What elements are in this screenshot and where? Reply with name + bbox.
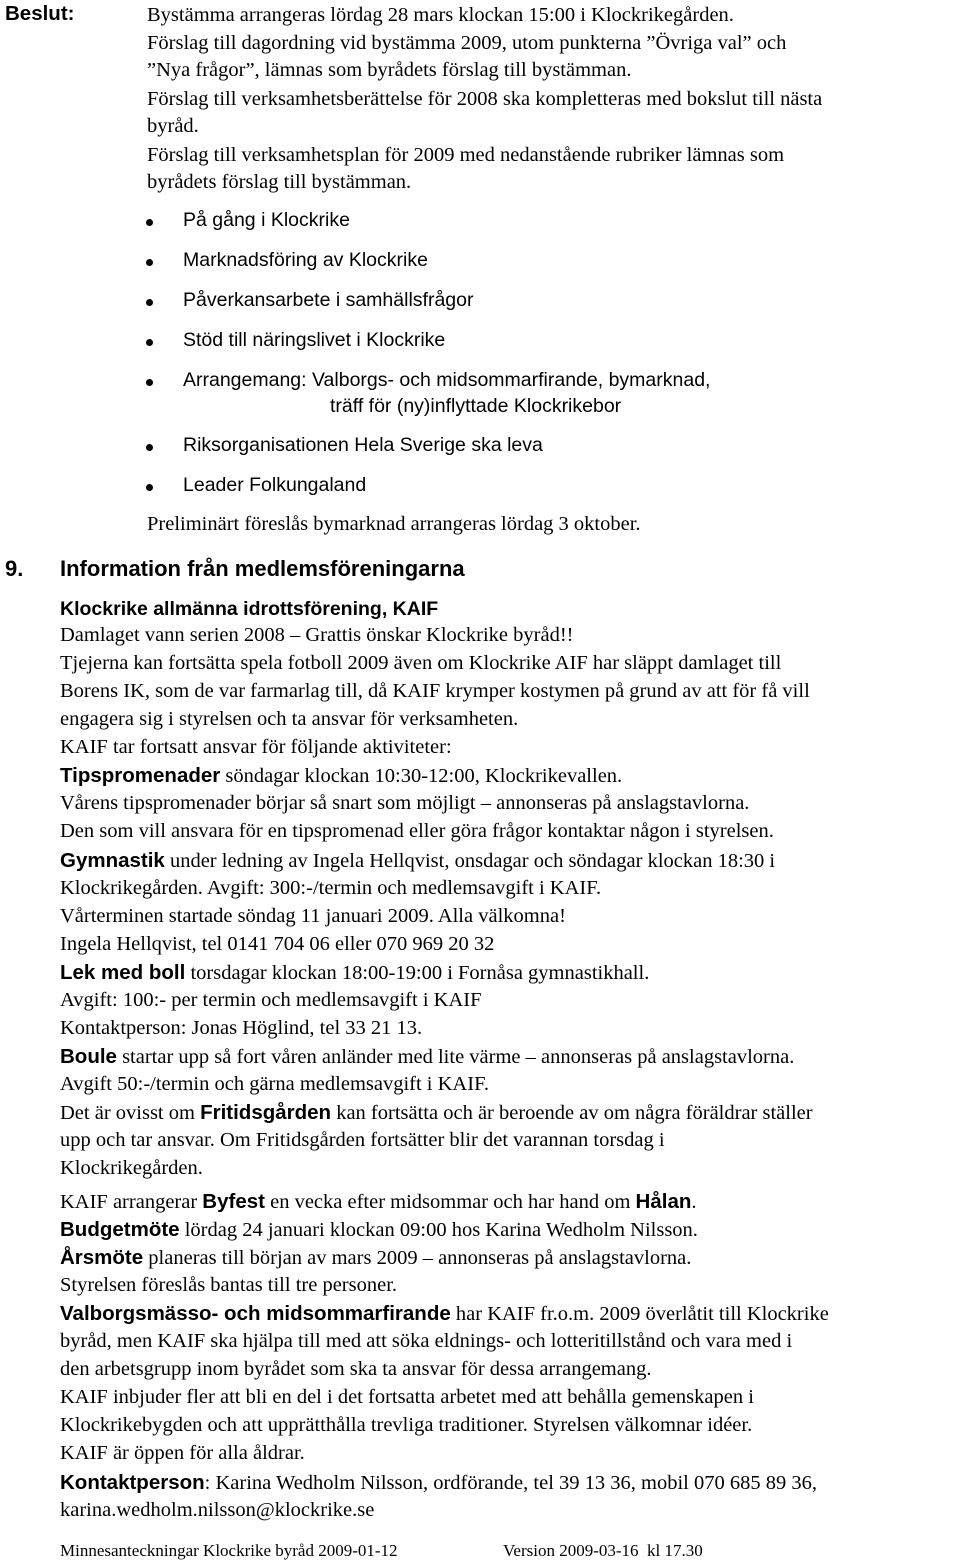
text-span: kan fortsätta och är beroende av om några föräldrar ställer	[331, 1102, 813, 1124]
section-title: Information från medlemsföreningarna	[60, 556, 465, 581]
text-line	[60, 1190, 697, 1214]
text-line	[60, 1218, 698, 1242]
text-line: Damlaget vann serien 2008 – Grattis önskar Klockrike byråd!!	[60, 624, 574, 646]
text-line: byråd, men KAIF ska hjälpa till med att söka eldnings- och lotteritillstånd och vara med i	[60, 1330, 793, 1352]
beslut-line: ”Nya frågor”, lämnas som byrådets förslag till bystämman.	[147, 59, 632, 81]
section-number: 9.	[5, 556, 24, 581]
bold-term: Boule	[60, 1045, 117, 1068]
text-span: KAIF arrangerar	[60, 1191, 203, 1213]
text-line: Ingela Hellqvist, tel 0141 704 06 eller 070 969 20 32	[60, 933, 495, 955]
footer-right: Version 2009-03-16 kl 17.30	[503, 1541, 703, 1560]
text-span: har KAIF fr.o.m. 2009 överlåtit till Klockrike	[450, 1303, 829, 1325]
text-line: upp och tar ansvar. Om Fritidsgården fortsätter blir det varannan torsdag i	[60, 1129, 665, 1151]
text-span: .	[691, 1191, 697, 1213]
text-line	[60, 1471, 817, 1495]
bullet-dot-icon	[146, 444, 153, 451]
bullet-item: Påverkansarbete i samhällsfrågor	[183, 289, 474, 311]
text-line: Avgift 50:-/termin och gärna medlemsavgift i KAIF.	[60, 1073, 489, 1095]
bold-term: Fritidsgården	[200, 1101, 332, 1124]
bullet-continuation: träff för (ny)inflyttade Klockrikebor	[330, 395, 622, 417]
beslut-line: Förslag till verksamhetsplan för 2009 med nedanstående rubriker lämnas som	[147, 144, 785, 166]
beslut-line: Förslag till verksamhetsberättelse för 2008 ska kompletteras med bokslut till nästa	[147, 88, 823, 110]
text-span: under ledning av Ingela Hellqvist, onsdagar och söndagar klockan 18:30 i	[164, 850, 776, 872]
text-line: Vårens tipspromenader börjar så snart som möjligt – annonseras på anslagstavlorna.	[60, 792, 750, 814]
text-span: startar upp så fort våren anländer med lite värme – annonseras på anslagstavlorna.	[116, 1046, 795, 1068]
bullet-dot-icon	[146, 259, 153, 266]
text-line: Kontaktperson: Jonas Höglind, tel 33 21 13.	[60, 1017, 423, 1039]
text-span: Det är ovisst om	[60, 1102, 201, 1124]
bullet-item: På gång i Klockrike	[183, 209, 350, 231]
text-line: Avgift: 100:- per termin och medlemsavgift i KAIF	[60, 989, 482, 1011]
bold-term: Hålan	[635, 1190, 692, 1213]
bold-term: Budgetmöte	[60, 1218, 180, 1241]
beslut-line: byrådets förslag till bystämman.	[147, 171, 412, 193]
footer-left: Minnesanteckningar Klockrike byråd 2009-01-12	[60, 1541, 398, 1560]
text-line: Tjejerna kan fortsätta spela fotboll 2009 även om Klockrike AIF har släppt damlaget till	[60, 652, 782, 674]
bullet-dot-icon	[146, 299, 153, 306]
bold-term: Gymnastik	[60, 849, 165, 872]
bullet-item: Stöd till näringslivet i Klockrike	[183, 329, 446, 351]
bold-term: Valborgsmässo- och midsommarfirande	[60, 1302, 451, 1325]
beslut-line: byråd.	[147, 115, 199, 137]
bullet-dot-icon	[146, 339, 153, 346]
text-line: Den som vill ansvara för en tipspromenad eller göra frågor kontaktar någon i styrelsen.	[60, 820, 774, 842]
text-line: KAIF tar fortsatt ansvar för följande aktiviteter:	[60, 736, 452, 758]
bullet-item: Riksorganisationen Hela Sverige ska leva	[183, 434, 543, 456]
text-span: en vecka efter midsommar och har hand om	[264, 1191, 636, 1213]
text-span: : Karina Wedholm Nilsson, ordförande, tel 39 13 36, mobil 070 685 89 36,	[204, 1472, 817, 1494]
bold-term: Tipspromenader	[60, 764, 221, 787]
text-line	[60, 849, 775, 873]
preliminary-note: Preliminärt föreslås bymarknad arrangeras lördag 3 oktober.	[147, 513, 641, 535]
text-line: KAIF inbjuder fler att bli en del i det fortsatta arbetet med att behålla gemenskapen i	[60, 1386, 754, 1408]
text-span: söndagar klockan 10:30-12:00, Klockrikevallen.	[220, 765, 623, 787]
bold-term: Lek med boll	[60, 961, 186, 984]
bullet-item: Marknadsföring av Klockrike	[183, 249, 428, 271]
beslut-line: Bystämma arrangeras lördag 28 mars klockan 15:00 i Klockrikegården.	[147, 4, 734, 26]
text-line	[60, 764, 622, 788]
text-line: KAIF är öppen för alla åldrar.	[60, 1442, 305, 1464]
text-line: Klockrikegården.	[60, 1157, 203, 1179]
text-span: planeras till början av mars 2009 – annonseras på anslagstavlorna.	[143, 1247, 692, 1269]
bold-term: Årsmöte	[60, 1246, 144, 1269]
bullet-item: Arrangemang: Valborgs- och midsommarfirande, bymarknad,	[183, 369, 711, 391]
text-line: engagera sig i styrelsen och ta ansvar för verksamheten.	[60, 708, 519, 730]
text-line	[60, 1045, 794, 1069]
beslut-label: Beslut:	[5, 2, 75, 25]
text-span: lördag 24 januari klockan 09:00 hos Karina Wedholm Nilsson.	[179, 1219, 698, 1241]
bullet-dot-icon	[146, 219, 153, 226]
email-text: karina.wedholm.nilsson@klockrike.se	[60, 1499, 375, 1521]
text-line: Klockrikebygden och att upprätthålla trevliga traditioner. Styrelsen välkomnar idéer.	[60, 1414, 753, 1436]
text-line: Styrelsen föreslås bantas till tre personer.	[60, 1274, 398, 1296]
bullet-dot-icon	[146, 484, 153, 491]
text-span: torsdagar klockan 18:00-19:00 i Fornåsa gymnastikhall.	[185, 962, 650, 984]
text-line: den arbetsgrupp inom byrådet som ska ta ansvar för dessa arrangemang.	[60, 1358, 652, 1380]
bold-term: Byfest	[202, 1190, 265, 1213]
bullet-item: Leader Folkungaland	[183, 474, 367, 496]
kaif-heading: Klockrike allmänna idrottsförening, KAIF	[60, 598, 439, 620]
bullet-dot-icon	[146, 379, 153, 386]
text-line	[60, 1101, 813, 1125]
text-line	[60, 1246, 691, 1270]
text-line: Vårterminen startade söndag 11 januari 2009. Alla välkomna!	[60, 905, 566, 927]
bold-term: Kontaktperson	[60, 1471, 205, 1494]
text-line: Borens IK, som de var farmarlag till, då KAIF krymper kostymen på grund av att för få vill	[60, 680, 810, 702]
beslut-line: Förslag till dagordning vid bystämma 2009, utom punkterna ”Övriga val” och	[147, 32, 787, 54]
text-line	[60, 961, 649, 985]
text-line: Klockrikegården. Avgift: 300:-/termin och medlemsavgift i KAIF.	[60, 877, 602, 899]
text-line	[60, 1302, 829, 1326]
